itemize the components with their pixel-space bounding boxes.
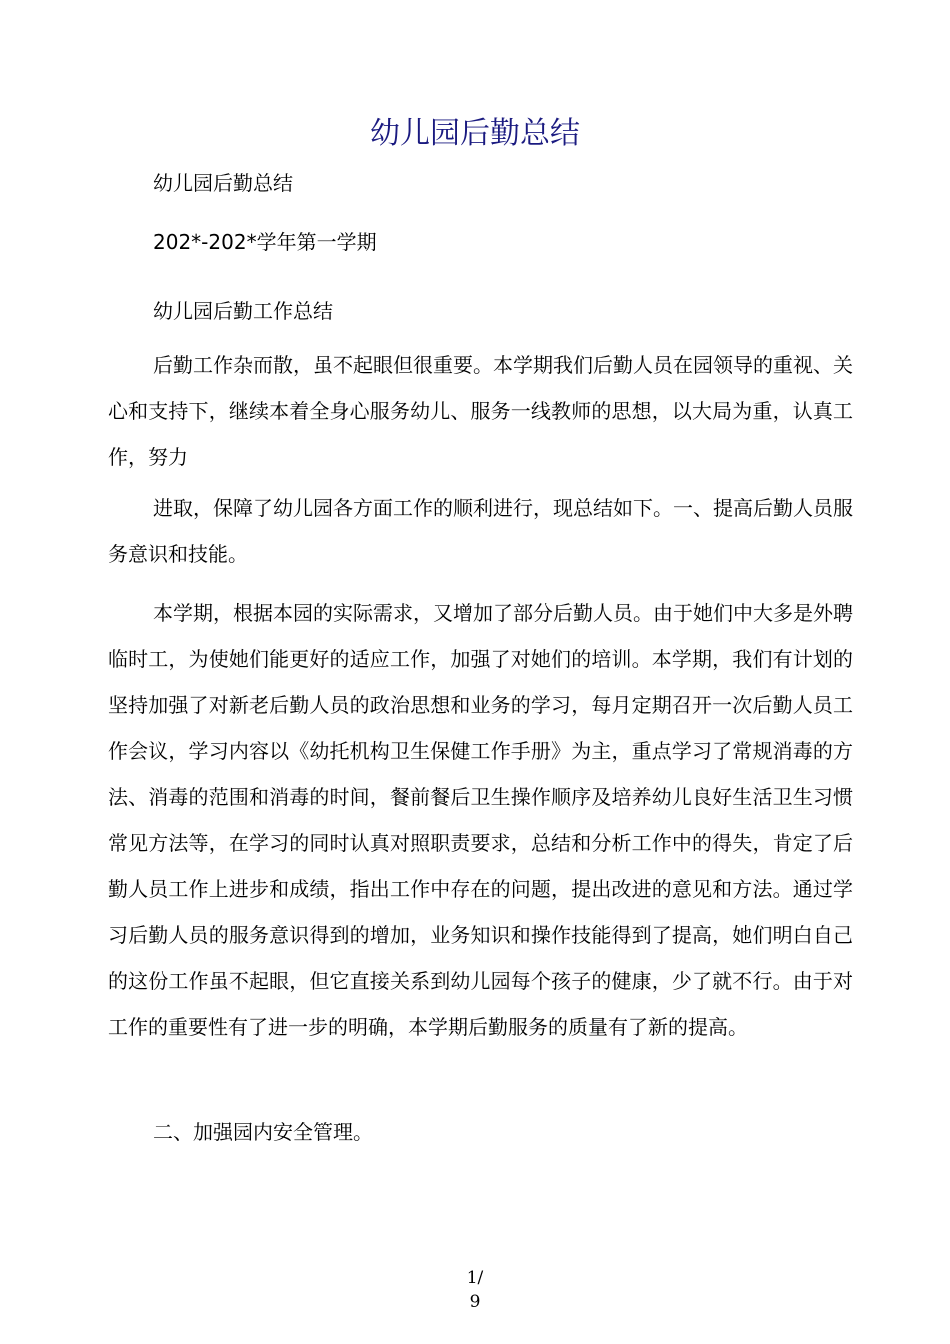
paragraph-training: 本学期，根据本园的实际需求，又增加了部分后勤人员。由于她们中大多是外聘临时工，为使她们能更好的适应工作，加强了对她们的培训。本学期，我们有计划的坚持加强了对新老后勤人员的政治思想和业务的学习，每月定期召开一次后勤人员工作会议，学习内容以《幼托机构卫生保健工作手册》为主，重点学习了常规消毒的方法、消毒的范围和消毒的时间，餐前餐后卫生操作顺序及培养幼儿良好生活卫生习惯常见方法等，在学习的同时认真对照职责要求，总结和分析工作中的得失，肯定了后勤人员工作上进步和成绩，指出工作中存在的问题，提出改进的意见和方法。通过学习后勤人员的服务意识得到的增加，业务知识和操作技能得到了提高，她们明白自己的这份工作虽不起眼，但它直接关系到幼儿园每个孩子的健康，少了就不行。由于对工作的重要性有了进一步的明确，本学期后勤服务的质量有了新的提高。 bbox=[108, 601, 853, 1039]
paragraph-safety-heading: 二、加强园内安全管理。 bbox=[153, 1120, 373, 1144]
paragraph-semester: 202*-202*学年第一学期 bbox=[153, 230, 377, 254]
page-number-line1: 1/ bbox=[466, 1268, 484, 1288]
paragraph-intro-continued: 进取，保障了幼儿园各方面工作的顺利进行，现总结如下。一、提高后勤人员服务意识和技能。 bbox=[108, 496, 853, 566]
paragraph-subtitle: 幼儿园后勤总结 bbox=[153, 171, 293, 195]
page-number-line2: 9 bbox=[469, 1292, 481, 1312]
page-number bbox=[0, 1266, 950, 1314]
paragraph-intro: 后勤工作杂而散，虽不起眼但很重要。本学期我们后勤人员在园领导的重视、关心和支持下，继续本着全身心服务幼儿、服务一线教师的思想，以大局为重，认真工作，努力 bbox=[108, 353, 853, 469]
paragraph-section-heading: 幼儿园后勤工作总结 bbox=[153, 299, 333, 323]
document-title: 幼儿园后勤总结 bbox=[370, 116, 580, 151]
